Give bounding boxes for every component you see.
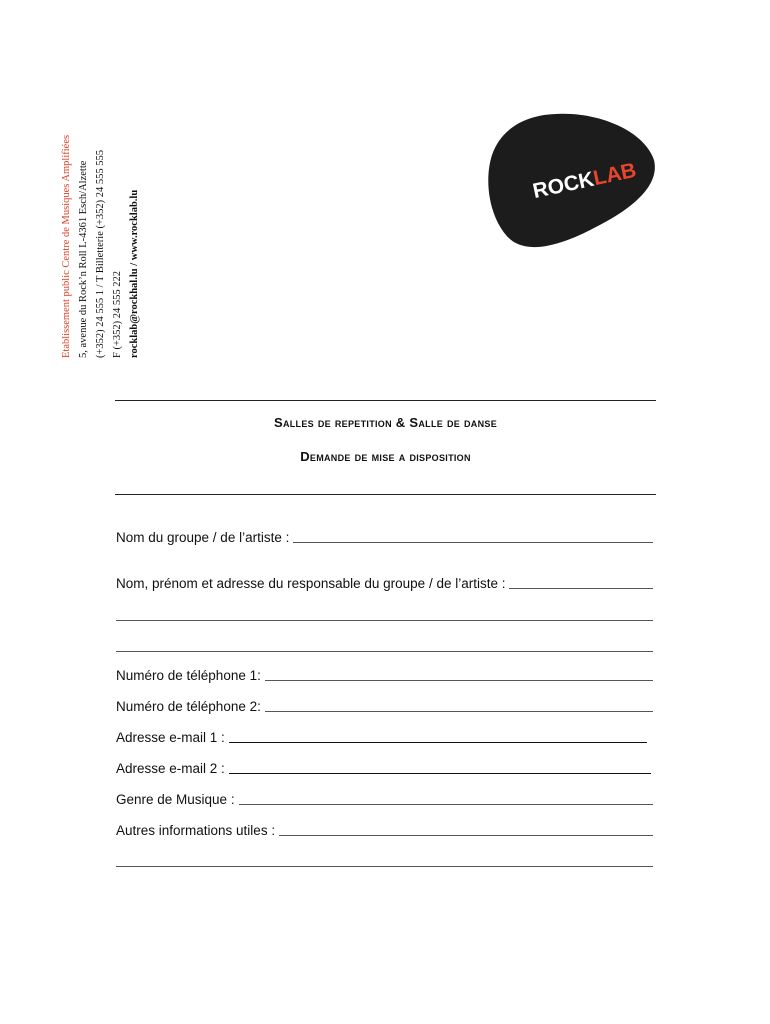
phone2-label: Numéro de téléphone 2: [116, 699, 261, 714]
phone1-label: Numéro de téléphone 1: [116, 668, 261, 683]
title-line-1: Salles de repetition & Salle de danse [273, 415, 497, 430]
responsible-label: Nom, prénom et adresse du responsable du groupe / de l’artiste : [116, 576, 506, 591]
group-name-field[interactable] [293, 542, 653, 543]
email2-field[interactable] [229, 773, 651, 774]
genre-row [116, 789, 653, 809]
group-name-label: Nom du groupe / de l’artiste : [116, 530, 290, 545]
rocklab-logo [484, 110, 656, 250]
email2-label: Adresse e-mail 2 : [116, 761, 225, 776]
logo-text-rock: ROCK [530, 167, 597, 204]
email1-row [116, 727, 647, 747]
group-name-row [116, 527, 653, 547]
email1-field[interactable] [229, 742, 647, 743]
top-rule [115, 400, 656, 401]
other-info-row [116, 820, 653, 840]
phone1-row [116, 665, 653, 685]
email1-label: Adresse e-mail 1 : [116, 730, 225, 745]
responsible-field[interactable] [509, 588, 653, 589]
logo-text-lab: LAB [591, 158, 639, 191]
address-line-1: Etablissement public Centre de Musiques Amplifiées [61, 134, 72, 358]
responsible-field-line-2[interactable] [116, 620, 653, 621]
other-info-field[interactable] [279, 835, 653, 836]
other-info-field-line-2[interactable] [116, 866, 653, 867]
phone1-field[interactable] [265, 680, 653, 681]
address-line-3: (+352) 24 555 1 / T Billetterie (+352) 24 555 555 [95, 149, 106, 358]
phone2-row [116, 696, 653, 716]
address-line-5: rocklab@rockhal.lu / www.rocklab.lu [129, 189, 140, 358]
email2-row [116, 758, 651, 778]
address-line-2: 5, avenue du Rock’n Roll L-4361 Esch/Alzette [78, 160, 89, 358]
bottom-rule [115, 494, 656, 495]
address-block [60, 118, 145, 358]
responsible-row [116, 573, 653, 593]
title-line-2: Demande de mise a disposition [300, 449, 471, 464]
address-line-4: F (+352) 24 555 222 [112, 270, 123, 358]
genre-field[interactable] [239, 804, 653, 805]
responsible-field-line-3[interactable] [116, 651, 653, 652]
other-info-label: Autres informations utiles : [116, 823, 276, 838]
genre-label: Genre de Musique : [116, 792, 235, 807]
phone2-field[interactable] [265, 711, 653, 712]
